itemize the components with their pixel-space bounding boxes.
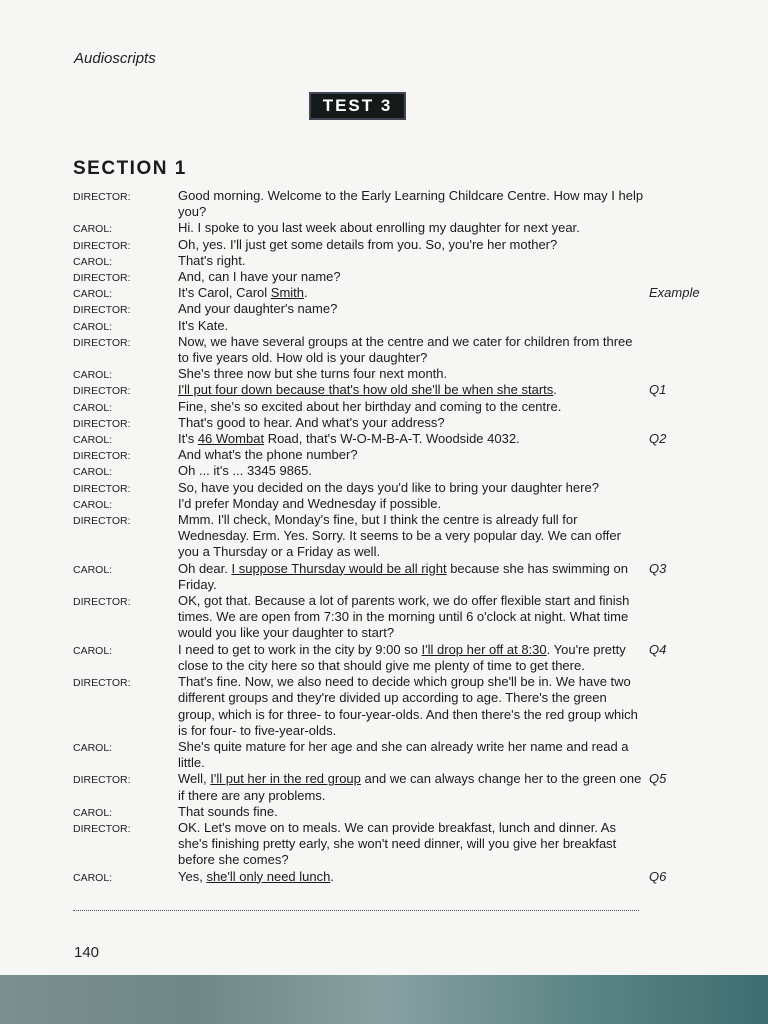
- dialogue-line: [73, 447, 713, 463]
- speech-fragment: Oh ... it's ... 3345 9865.: [178, 463, 313, 479]
- speech-text: [178, 771, 644, 803]
- dialogue-line: [73, 220, 713, 236]
- question-marker: Q6: [649, 868, 667, 884]
- speaker-label: CAROL:: [73, 806, 113, 819]
- speech-fragment: That's right.: [178, 252, 246, 268]
- speech-fragment: And your daughter's name?: [178, 301, 338, 317]
- speaker-label: DIRECTOR:: [73, 385, 131, 398]
- speech-fragment: Road, that's W-O-M-B-A-T. Woodside 4032.: [264, 431, 520, 447]
- speech-text: [178, 237, 644, 253]
- speech-text: [178, 269, 644, 285]
- dialogue-line: [73, 269, 713, 285]
- running-head: Audioscripts: [74, 50, 156, 67]
- speech-fragment: .: [304, 285, 308, 301]
- speaker-label: CAROL:: [73, 498, 113, 511]
- speech-fragment: Oh dear.: [178, 560, 232, 576]
- dialogue-line: [73, 253, 713, 269]
- speech-fragment: Mmm. I'll check, Monday's fine, but I think the centre is already full for Wednesday. Erm. Yes. Sorry. It seems to be a very popular day. We can offer you a Thursday or a Friday as well.: [178, 512, 621, 560]
- speech-text: [178, 334, 644, 366]
- dialogue-line: [73, 318, 713, 334]
- dialogue-line: [73, 237, 713, 253]
- speech-text: [178, 820, 644, 869]
- speech-fragment: Now, we have several groups at the centre and we cater for children from three to five years old. How old is your daughter?: [178, 333, 633, 366]
- dialogue-line: [73, 480, 713, 496]
- speech-fragment: OK. Let's move on to meals. We can provide breakfast, lunch and dinner. As she's finishing pretty early, she won't need dinner, will you give her breakfast before she comes?: [178, 819, 617, 868]
- speech-fragment: .: [330, 868, 334, 884]
- speech-fragment: Oh, yes. I'll just get some details from you. So, you're her mother?: [178, 236, 558, 252]
- speech-fragment: She's quite mature for her age and she can already write her name and read a little.: [178, 738, 629, 771]
- question-marker: Q3: [649, 560, 667, 576]
- speech-text: [178, 318, 644, 334]
- speech-text: [178, 480, 644, 496]
- speech-text: [178, 593, 644, 642]
- speech-text: [178, 496, 644, 512]
- dialogue-line: [73, 285, 713, 301]
- speech-fragment: Fine, she's so excited about her birthday and coming to the centre.: [178, 398, 562, 414]
- speech-fragment: Well,: [178, 771, 211, 787]
- dialogue-line: [73, 496, 713, 512]
- speech-text: [178, 301, 644, 317]
- dialogue-line: [73, 739, 713, 771]
- dialogue-line: [73, 334, 713, 366]
- speech-fragment: It's Carol, Carol: [178, 285, 271, 301]
- answer-underline: I'll put her in the red group: [210, 771, 361, 787]
- dialogue-line: [73, 820, 713, 869]
- speaker-label: CAROL:: [73, 369, 113, 382]
- speech-fragment: Good morning. Welcome to the Early Learning Childcare Centre. How may I help you?: [178, 188, 644, 220]
- speech-fragment: That's fine. Now, we also need to decide which group she'll be in. We have two different groups and they're divided up according to age. There's the green group, which is for three- to four-year-olds. And then there's the red group which is for four- to five-year-olds.: [178, 674, 638, 738]
- speech-fragment: So, have you decided on the days you'd like to bring your daughter here?: [178, 479, 599, 495]
- speaker-label: CAROL:: [73, 288, 113, 301]
- speaker-label: CAROL:: [73, 563, 113, 576]
- speech-text: [178, 512, 644, 561]
- speech-fragment: and we can always change her to the green one if there are any problems.: [178, 771, 642, 803]
- speech-fragment: That's good to hear. And what's your address?: [178, 414, 445, 430]
- scan-edge-strip: [0, 975, 768, 1024]
- speech-text: [178, 220, 644, 236]
- section-title: SECTION 1: [73, 158, 187, 179]
- answer-underline: I'll drop her off at 8:30: [421, 641, 547, 657]
- dialogue-line: [73, 561, 713, 593]
- dialogue-line: [73, 804, 713, 820]
- answer-underline: 46 Wombat: [197, 431, 265, 447]
- dialogue-line: [73, 399, 713, 415]
- speaker-label: DIRECTOR:: [73, 417, 131, 430]
- speech-text: [178, 366, 644, 382]
- question-marker: Q5: [649, 771, 667, 787]
- speech-text: [178, 739, 644, 771]
- dialogue-line: [73, 869, 713, 885]
- speech-text: [178, 642, 644, 674]
- speech-text: [178, 382, 644, 398]
- page-number: 140: [74, 944, 100, 961]
- speaker-label: DIRECTOR:: [73, 304, 131, 317]
- dialogue-line: [73, 463, 713, 479]
- question-marker: Example: [649, 285, 700, 301]
- speech-text: [178, 561, 644, 593]
- speaker-label: CAROL:: [73, 741, 113, 754]
- speech-fragment: because she has swimming on Friday.: [178, 560, 628, 592]
- speech-fragment: That sounds fine.: [178, 803, 278, 819]
- speech-fragment: OK, got that. Because a lot of parents work, we do offer flexible start and finish times. We are open from 7:30 in the morning until 6 o'clock at night. What time would you like your daughter to start?: [178, 593, 630, 641]
- dotted-divider: [73, 910, 639, 911]
- speaker-label: CAROL:: [73, 871, 113, 884]
- speech-text: [178, 399, 644, 415]
- dialogue-line: [73, 382, 713, 398]
- dialogue-line: [73, 771, 713, 803]
- speech-text: [178, 869, 644, 885]
- speech-text: [178, 447, 644, 463]
- speaker-label: DIRECTOR:: [73, 450, 131, 463]
- speech-text: [178, 431, 644, 447]
- speech-fragment: Hi. I spoke to you last week about enrolling my daughter for next year.: [178, 220, 580, 236]
- speaker-label: DIRECTOR:: [73, 239, 131, 252]
- speaker-label: DIRECTOR:: [73, 336, 131, 349]
- speech-fragment: It's Kate.: [178, 317, 229, 333]
- speech-fragment: .: [553, 382, 557, 398]
- speech-fragment: Yes,: [178, 868, 207, 884]
- dialogue-line: [73, 366, 713, 382]
- speaker-label: CAROL:: [73, 434, 113, 447]
- speaker-label: DIRECTOR:: [73, 774, 131, 787]
- answer-underline: I suppose Thursday would be all right: [231, 560, 447, 576]
- speaker-label: DIRECTOR:: [73, 515, 131, 528]
- speaker-label: CAROL:: [73, 223, 113, 236]
- speech-fragment: It's: [178, 431, 198, 447]
- speaker-label: DIRECTOR:: [73, 191, 131, 203]
- speaker-label: CAROL:: [73, 320, 113, 333]
- speech-text: [178, 253, 644, 269]
- speaker-label: DIRECTOR:: [73, 482, 131, 495]
- speaker-label: DIRECTOR:: [73, 822, 131, 835]
- speech-text: [178, 285, 644, 301]
- speech-fragment: And what's the phone number?: [178, 447, 358, 463]
- speech-text: [178, 674, 644, 739]
- audioscript: [73, 188, 713, 885]
- question-marker: Q4: [649, 641, 667, 657]
- answer-underline: she'll only need lunch: [206, 868, 331, 884]
- speaker-label: CAROL:: [73, 466, 113, 479]
- speech-fragment: She's three now but she turns four next month.: [178, 366, 448, 382]
- dialogue-line: [73, 674, 713, 739]
- dialogue-line: [73, 512, 713, 561]
- speech-fragment: I need to get to work in the city by 9:00 so: [178, 641, 422, 657]
- test-badge: TEST 3: [309, 92, 406, 120]
- dialogue-line: [73, 188, 713, 220]
- speech-fragment: I'd prefer Monday and Wednesday if possible.: [178, 495, 442, 511]
- speaker-label: CAROL:: [73, 255, 113, 268]
- question-marker: Q1: [649, 382, 667, 398]
- speaker-label: CAROL:: [73, 644, 113, 657]
- speech-text: [178, 463, 644, 479]
- answer-underline: Smith: [270, 285, 305, 301]
- speaker-label: DIRECTOR:: [73, 596, 131, 609]
- answer-underline: I'll put four down because that's how old she'll be when she starts: [178, 382, 554, 398]
- dialogue-line: [73, 301, 713, 317]
- dialogue-line: [73, 415, 713, 431]
- dialogue-line: [73, 642, 713, 674]
- speech-text: [178, 415, 644, 431]
- dialogue-line: [73, 431, 713, 447]
- speaker-label: CAROL:: [73, 401, 113, 414]
- question-marker: Q2: [649, 431, 667, 447]
- speaker-label: DIRECTOR:: [73, 272, 131, 285]
- speech-fragment: And, can I have your name?: [178, 269, 341, 285]
- speech-text: [178, 804, 644, 820]
- speech-fragment: . You're pretty close to the city here so that should give me plenty of time to get there.: [178, 641, 626, 673]
- dialogue-line: [73, 593, 713, 642]
- speech-text: [178, 188, 644, 220]
- speaker-label: DIRECTOR:: [73, 677, 131, 690]
